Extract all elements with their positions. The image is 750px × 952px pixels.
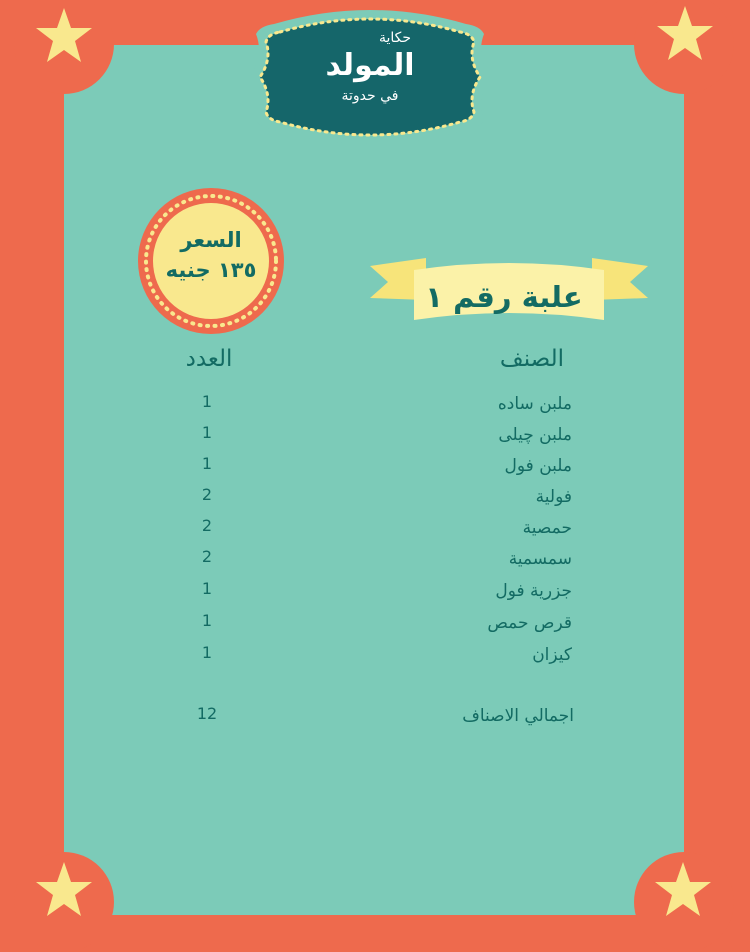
star-icon xyxy=(655,4,715,64)
list-item: فولية xyxy=(535,487,572,507)
list-item: ملبن ساده xyxy=(497,394,572,414)
list-item-qty: 2 xyxy=(201,516,213,535)
logo-line-bottom: في حدوتة xyxy=(341,88,399,104)
list-item-qty: 2 xyxy=(201,547,213,566)
list-item-qty: 1 xyxy=(201,611,213,630)
logo-line-main: المولد xyxy=(325,48,415,83)
quantity-column-header: العدد xyxy=(185,346,233,372)
item-column-header: الصنف xyxy=(499,346,564,372)
total-label: اجمالي الاصناف xyxy=(462,706,574,726)
list-item-qty: 2 xyxy=(201,485,213,504)
list-item: حمصية xyxy=(522,518,572,538)
star-icon xyxy=(653,860,713,920)
list-item: قرص حمص xyxy=(487,613,572,633)
star-icon xyxy=(34,860,94,920)
list-item: كيزان xyxy=(532,645,572,665)
list-item: ملبن چيلى xyxy=(498,425,572,445)
list-item-qty: 1 xyxy=(201,454,213,473)
list-item: ملبن فول xyxy=(504,456,572,476)
logo-line-top: حكاية xyxy=(378,30,412,46)
box-title: علبة رقم ١ xyxy=(425,280,583,314)
star-icon xyxy=(34,6,94,66)
list-item-qty: 1 xyxy=(201,579,213,598)
price-label: السعر xyxy=(180,228,242,252)
list-item: جزرية فول xyxy=(495,581,572,601)
content-panel xyxy=(64,45,684,915)
list-item-qty: 1 xyxy=(201,643,213,662)
list-item: سمسمية xyxy=(508,549,572,569)
total-value: 12 xyxy=(196,704,218,723)
list-item-qty: 1 xyxy=(201,423,213,442)
list-item-qty: 1 xyxy=(201,392,213,411)
price-value: ١٣٥ جنيه xyxy=(165,258,257,282)
